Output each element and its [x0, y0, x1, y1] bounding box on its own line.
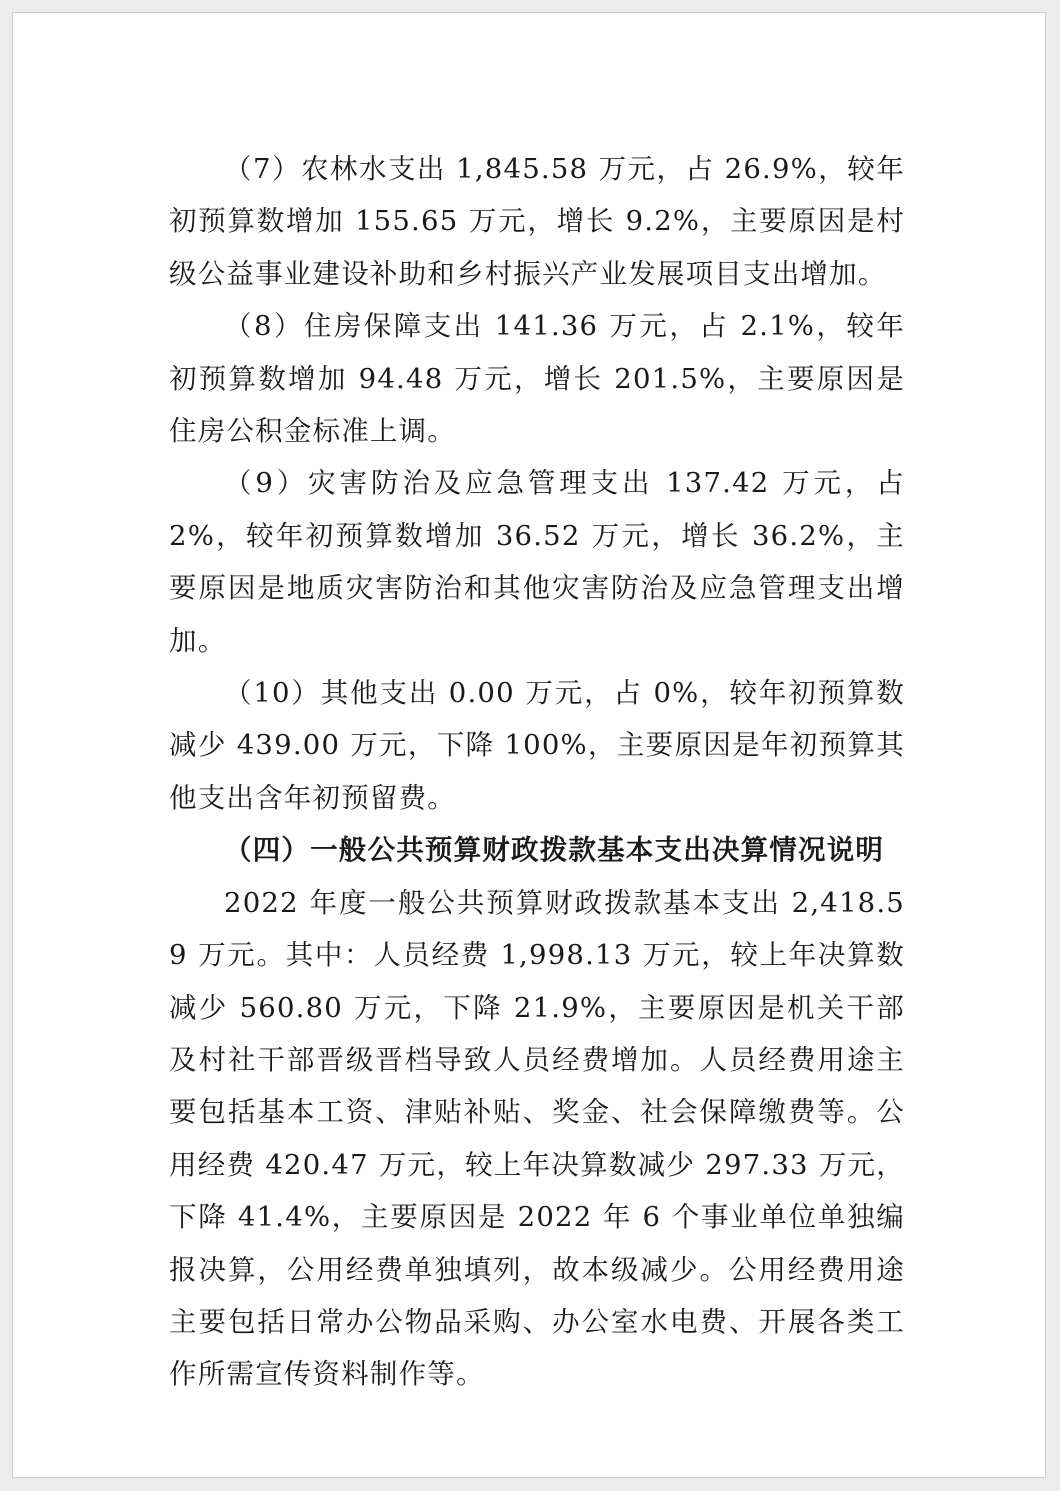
paragraph-disaster: （9）灾害防治及应急管理支出 137.42 万元，占 2%，较年初预算数增加 36.52 万元，增长 36.2%，主要原因是地质灾害防治和其他灾害防治及应急管理支出增加。: [169, 467, 905, 657]
paragraph-agriculture: （7）农林水支出 1,845.58 万元，占 26.9%，较年初预算数增加 155.65 万元，增长 9.2%，主要原因是村级公益事业建设补助和乡村振兴产业发展项目支出增加。: [169, 153, 905, 290]
section-heading: （四）一般公共预算财政拨款基本支出决算情况说明: [224, 834, 885, 867]
paragraph-basic-expenditure: 2022 年度一般公共预算财政拨款基本支出 2,418.59 万元。其中：人员经费 1,998.13 万元，较上年决算数减少 560.80 万元，下降 21.9%，主要原因是机关干部及村社干部晋级晋档导致人员经费增加。人员经费用途主要包括基本工资、津贴补贴、奖金、社会保障缴费等。公用经费 420.47 万元，较上年决算数减少 297.33 万元，下降 41.4%，主要原因是 2022 年 6 个事业单位单独编报决算，公用经费单独填列，故本级减少。公用经费用途主要包括日常办公物品采购、办公室水电费、开展各类工作所需宣传资料制作等。: [169, 886, 905, 1391]
document-page: [12, 12, 1046, 1478]
paragraph-housing: （8）住房保障支出 141.36 万元，占 2.1%，较年初预算数增加 94.48 万元，增长 201.5%，主要原因是住房公积金标准上调。: [169, 310, 905, 448]
document-body: [169, 143, 905, 1401]
paragraph-other: （10）其他支出 0.00 万元，占 0%，较年初预算数减少 439.00 万元，下降 100%，主要原因是年初预算其他支出含年初预留费。: [169, 677, 905, 814]
